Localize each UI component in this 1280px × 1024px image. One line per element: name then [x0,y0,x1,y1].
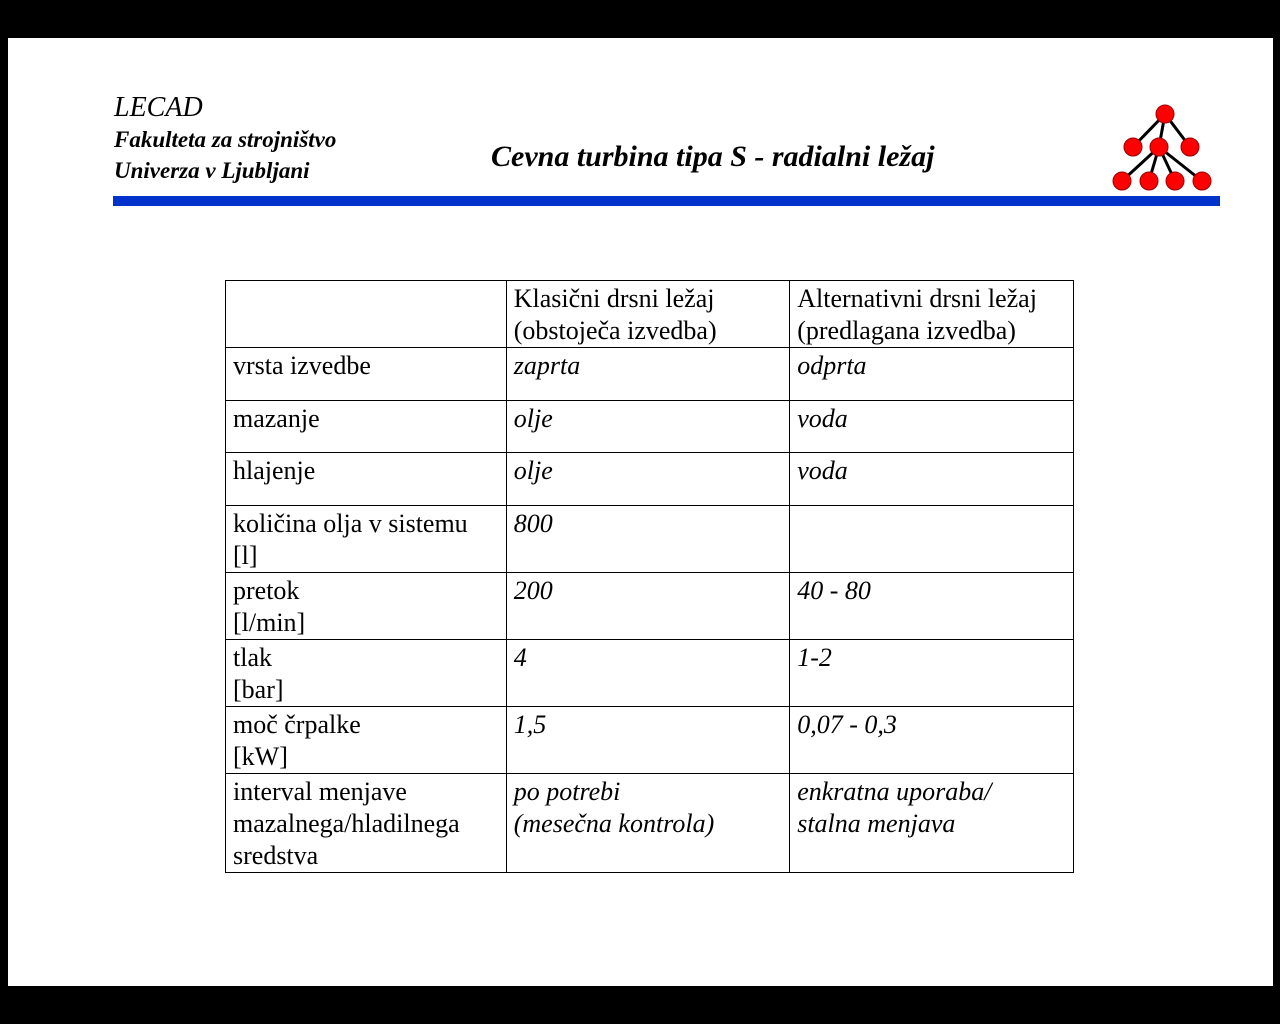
row-label-cell-line: pretok [233,576,300,605]
classic-value-cell-line: zaprta [513,351,581,380]
alternative-value-cell [790,453,1074,506]
row-label-cell-line: vrsta izvedbe [233,351,371,380]
alternative-value-cell [790,401,1074,453]
university-name: Univerza v Ljubljani [114,158,310,183]
table-row [226,640,1074,707]
alternative-value-cell-line: 40 - 80 [797,576,871,605]
alternative-value-cell-line: enkratna uporaba/ [797,777,992,806]
row-label-cell [226,707,507,774]
classic-value-cell-line: 4 [513,643,527,672]
alternative-value-cell-line: 0,07 - 0,3 [797,710,897,739]
row-label-cell [226,774,507,873]
classic-value-cell-line: 200 [513,576,553,605]
alternative-value-cell [790,348,1074,401]
alternative-value-cell-line: voda [797,456,848,485]
column-header [506,281,789,348]
alternative-value-cell [790,707,1074,774]
row-label-cell-line: [l] [233,541,258,570]
alternative-value-cell-line: stalna menjava [797,809,956,838]
table-row [226,453,1074,506]
table-header-row [226,281,1074,348]
table-row [226,348,1074,401]
classic-value-cell-line: (mesečna kontrola) [513,809,715,838]
alternative-value-cell [790,506,1074,573]
row-label-cell-line: [kW] [233,742,288,771]
header-divider-bar [113,196,1220,206]
classic-value-cell-line: 1,5 [513,710,547,739]
alternative-value-cell-line: 1-2 [797,643,832,672]
org-name: LECAD [114,92,203,123]
table-row [226,506,1074,573]
table-row [226,707,1074,774]
classic-value-cell [506,348,789,401]
row-label-cell [226,348,507,401]
classic-value-cell [506,640,789,707]
table-row [226,774,1074,873]
row-label-cell [226,573,507,640]
row-label-cell-line: tlak [233,643,272,672]
alternative-value-cell-line [797,508,1067,540]
alternative-value-cell [790,640,1074,707]
classic-value-cell-line: olje [513,456,553,485]
classic-value-cell [506,506,789,573]
alternative-value-cell [790,774,1074,873]
row-label-cell-line: sredstva [233,841,319,870]
table-row [226,573,1074,640]
alternative-value-cell [790,573,1074,640]
classic-value-cell [506,707,789,774]
column-header [790,281,1074,348]
column-header-line: (predlagana izvedba) [797,316,1016,345]
row-label-cell-line: [bar] [233,675,284,704]
lecad-tree-logo-icon [1108,101,1212,195]
table-row [226,401,1074,453]
row-label-cell-line: mazanje [233,404,320,433]
classic-value-cell [506,774,789,873]
row-label-cell-line: mazalnega/hladilnega [233,809,460,838]
classic-value-cell [506,453,789,506]
column-header-line: Alternativni drsni ležaj [797,284,1037,313]
row-label-cell-line: hlajenje [233,456,316,485]
classic-value-cell [506,573,789,640]
row-label-cell-line: količina olja v sistemu [233,509,468,538]
row-label-cell-line: [l/min] [233,608,306,637]
alternative-value-cell-line: voda [797,404,848,433]
classic-value-cell-line: olje [513,404,553,433]
row-label-cell-line: interval menjave [233,777,407,806]
slide [8,38,1273,986]
column-header-line: (obstoječa izvedba) [513,316,717,345]
classic-value-cell-line: po potrebi [513,777,621,806]
column-header-line [233,283,500,315]
classic-value-cell-line: 800 [513,509,553,538]
faculty-name: Fakulteta za strojništvo [114,127,337,152]
row-label-cell [226,640,507,707]
row-label-cell [226,401,507,453]
slide-title: Cevna turbina tipa S - radialni ležaj [491,140,935,173]
column-header [226,281,507,348]
classic-value-cell [506,401,789,453]
alternative-value-cell-line: odprta [797,351,867,380]
row-label-cell [226,453,507,506]
column-header-line: Klasični drsni ležaj [513,284,715,313]
bearing-comparison-table [225,280,1074,873]
row-label-cell [226,506,507,573]
row-label-cell-line: moč črpalke [233,710,361,739]
